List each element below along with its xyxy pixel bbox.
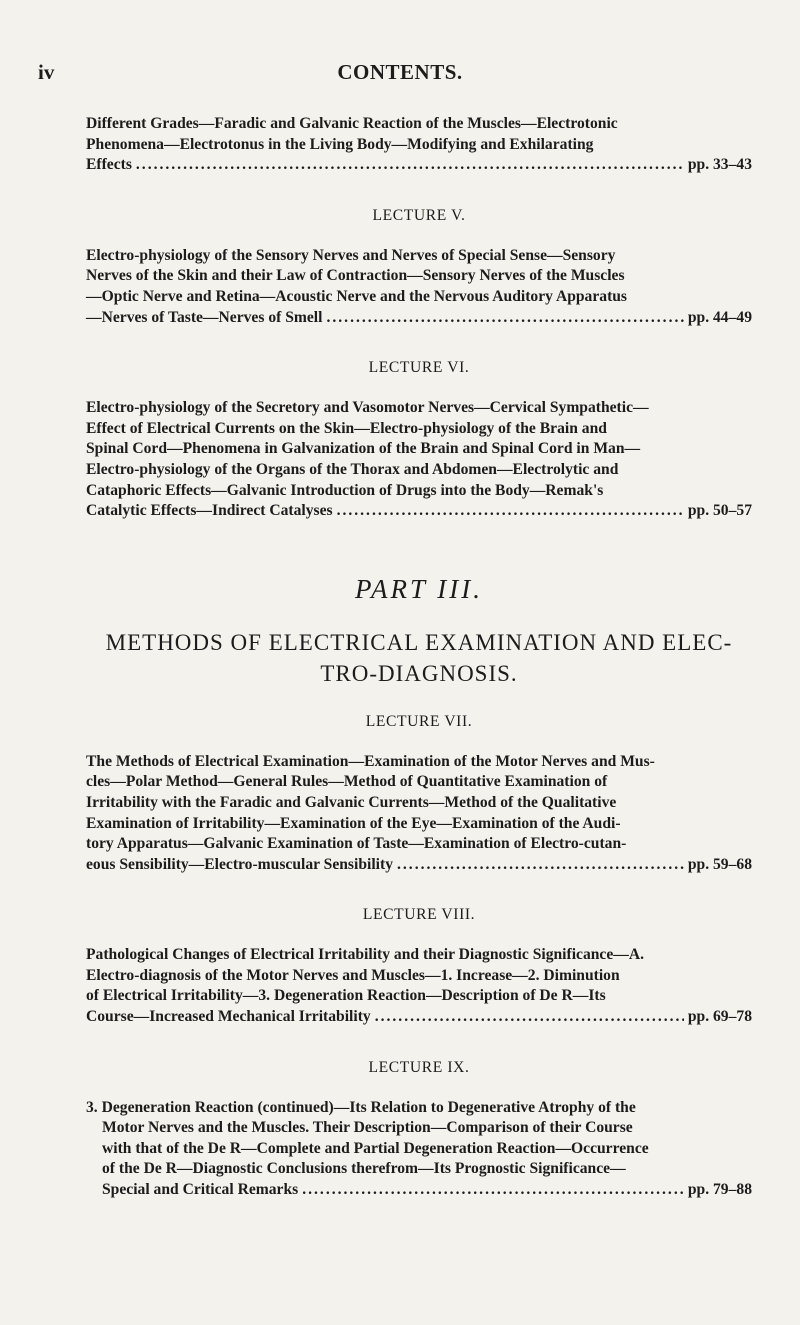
dot-leader — [397, 855, 684, 876]
entry-line: Course—Increased Mechanical Irritability — [86, 1008, 371, 1026]
page-reference: pp. 79–88 — [687, 1181, 752, 1199]
entry-line: Catalytic Effects—Indirect Catalyses — [86, 502, 333, 520]
page-reference: pp. 69–78 — [687, 1008, 752, 1026]
lecture-heading: LECTURE V. — [372, 206, 466, 224]
contents-entry-lecture-5 — [86, 246, 752, 328]
dot-leader — [302, 1180, 684, 1201]
entry-line: Phenomena—Electrotonus in the Living Body—Modifying and Exhilarating — [86, 135, 594, 153]
entry-line: Effect of Electrical Currents on the Skin—Electro-physiology of the Brain and — [86, 419, 607, 437]
contents-entry-lecture-6 — [86, 398, 752, 522]
entry-line: Effects — [86, 156, 132, 174]
part-title-line: METHODS OF ELECTRICAL EXAMINATION AND ELEC- — [105, 629, 733, 655]
dot-leader — [375, 1007, 684, 1028]
entry-line: Nerves of the Skin and their Law of Contraction—Sensory Nerves of the Muscles — [86, 267, 625, 285]
entry-line: Special and Critical Remarks — [102, 1181, 299, 1199]
page-reference: pp. 33–43 — [687, 156, 752, 174]
running-title: CONTENTS. — [337, 60, 463, 84]
contents-entry-intro — [86, 114, 752, 176]
entry-line: Cataphoric Effects—Galvanic Introduction of Drugs into the Body—Remak's — [86, 481, 604, 499]
entry-line: —Optic Nerve and Retina—Acoustic Nerve and the Nervous Auditory Apparatus — [86, 287, 627, 305]
entry-line: eous Sensibility—Electro-muscular Sensibility — [86, 855, 393, 873]
page-reference: pp. 44–49 — [687, 308, 752, 326]
lecture-heading: LECTURE IX. — [368, 1058, 470, 1076]
lecture-heading: LECTURE VIII. — [362, 906, 476, 924]
part-title-line: TRO-DIAGNOSIS. — [320, 660, 518, 686]
entry-line: —Nerves of Taste—Nerves of Smell — [86, 308, 323, 326]
dot-leader — [337, 501, 684, 522]
contents-entry-lecture-7 — [86, 752, 752, 876]
entry-line: tory Apparatus—Galvanic Examination of Taste—Examination of Electro-cutan- — [86, 835, 627, 853]
contents-body — [86, 114, 752, 1201]
entry-line: Examination of Irritability—Examination of the Eye—Examination of the Audi- — [86, 814, 621, 832]
entry-last-line — [86, 501, 752, 522]
lecture-heading: LECTURE VII. — [365, 712, 473, 730]
dot-leader — [136, 155, 684, 176]
entry-line: Electro-diagnosis of the Motor Nerves and Muscles—1. Increase—2. Diminution — [86, 966, 620, 984]
running-head — [0, 60, 800, 86]
contents-entry-lecture-8 — [86, 945, 752, 1027]
entry-line: Electro-physiology of the Sensory Nerves and Nerves of Special Sense—Sensory — [86, 246, 616, 264]
entry-line: Pathological Changes of Electrical Irritability and their Diagnostic Significance—A. — [86, 946, 645, 964]
entry-line: of Electrical Irritability—3. Degeneration Reaction—Description of De R—Its — [86, 987, 606, 1005]
entry-last-line — [86, 855, 752, 876]
entry-line: cles—Polar Method—General Rules—Method of Quantitative Examination of — [86, 773, 608, 791]
entry-line: Irritability with the Faradic and Galvanic Currents—Method of the Qualitative — [86, 793, 617, 811]
entry-line: Motor Nerves and the Muscles. Their Description—Comparison of their Course — [102, 1119, 633, 1137]
entry-line: of the De R—Diagnostic Conclusions therefrom—Its Prognostic Significance— — [102, 1160, 626, 1178]
dot-leader — [326, 308, 683, 329]
page-reference: pp. 59–68 — [687, 855, 752, 873]
entry-line: Electro-physiology of the Secretory and Vasomotor Nerves—Cervical Sympathetic— — [86, 399, 649, 417]
entry-last-line — [86, 1180, 752, 1201]
entry-line: Spinal Cord—Phenomena in Galvanization of the Brain and Spinal Cord in Man— — [86, 440, 641, 458]
lecture-heading: LECTURE VI. — [368, 359, 470, 377]
entry-last-line — [86, 155, 752, 176]
entry-line: with that of the De R—Complete and Partial Degeneration Reaction—Occurrence — [102, 1139, 649, 1157]
page-number: iv — [38, 60, 55, 84]
page-reference: pp. 50–57 — [687, 502, 752, 520]
part-heading: PART III. — [355, 573, 483, 604]
entry-line: 3. Degeneration Reaction (continued)—Its Relation to Degenerative Atrophy of the — [86, 1098, 636, 1116]
entry-line: The Methods of Electrical Examination—Examination of the Motor Nerves and Mus- — [86, 752, 655, 770]
part-title — [86, 627, 752, 689]
contents-entry-lecture-9 — [86, 1098, 752, 1201]
entry-line: Different Grades—Faradic and Galvanic Reaction of the Muscles—Electrotonic — [86, 115, 618, 132]
entry-last-line — [86, 1007, 752, 1028]
entry-last-line — [86, 308, 752, 329]
entry-line: Electro-physiology of the Organs of the Thorax and Abdomen—Electrolytic and — [86, 460, 619, 478]
